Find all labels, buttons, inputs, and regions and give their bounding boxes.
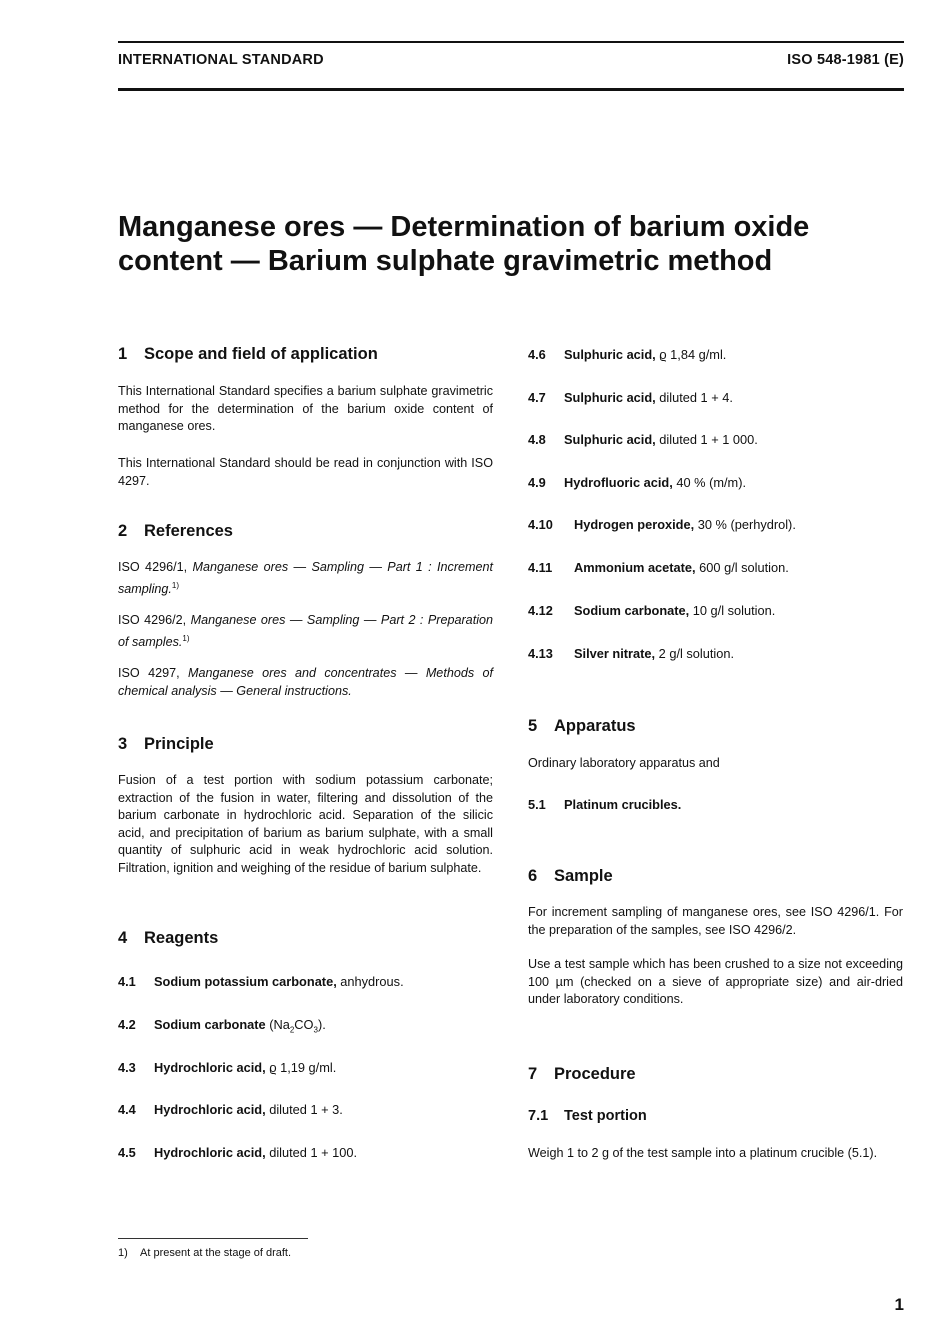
- section-7-1-heading: 7.1 Test portion: [528, 1108, 647, 1124]
- reference-item: ISO 4297, Manganese ores and concentrates — Methods of chemical analysis — General instructions.: [118, 666, 493, 698]
- reagent-item: 4.8 Sulphuric acid, diluted 1 + 1 000.: [528, 432, 758, 447]
- section-3-paragraph: Fusion of a test portion with sodium potassium carbonate; extraction of the fusion in water, filtering and dissolution of the barium carbonate in hydrochloric acid. Separation of the silicic acid, and precipitation of barium as barium sulphate, with a small quantity of sulphuric acid in weak hydrochloric acid solution. Filtration, ignition and weighing of the residue of barium sulphate.: [118, 773, 493, 875]
- reagent-item: 4.12 Sodium carbonate, 10 g/l solution.: [528, 603, 776, 618]
- reagent-item: 4.11 Ammonium acetate, 600 g/l solution.: [528, 560, 789, 575]
- reference-item: ISO 4296/2, Manganese ores — Sampling — Part 2 : Preparation of samples.$^{1)}$: [118, 613, 493, 649]
- section-6-heading: 6 Sample: [528, 867, 613, 885]
- section-1-paragraph-1: This International Standard specifies a barium sulphate gravimetric method for the determination of the barium oxide content of manganese ores.: [118, 384, 493, 434]
- section-7-1-paragraph: Weigh 1 to 2 g of the test sample into a platinum crucible (5.1).: [528, 1146, 878, 1160]
- section-2-heading: 2 References: [118, 522, 233, 540]
- section-6-paragraph-1: For increment sampling of manganese ores, see ISO 4296/1. For the preparation of the samples, see ISO 4296/2.: [528, 905, 903, 937]
- reagent-item: 4.3 Hydrochloric acid, ϱ 1,19 g/ml.: [118, 1060, 337, 1075]
- reagent-item: 4.7 Sulphuric acid, diluted 1 + 4.: [528, 390, 733, 405]
- reagent-item: 4.9 Hydrofluoric acid, 40 % (m/m).: [528, 475, 747, 490]
- reagent-item: 4.2 Sodium carbonate $(Na_2CO_3)$.: [118, 1017, 326, 1035]
- reference-item: ISO 4296/1, Manganese ores — Sampling — Part 1 : Increment sampling.$^{1)}$: [118, 560, 494, 596]
- section-7-heading: 7 Procedure: [528, 1065, 636, 1083]
- footnote-rule: [118, 1238, 308, 1239]
- footnote: 1) At present at the stage of draft.: [118, 1247, 292, 1259]
- section-4-heading: 4 Reagents: [118, 929, 219, 947]
- section-1-heading: 1 Scope and field of application: [118, 345, 378, 363]
- header-right: ISO 548-1981 (E): [787, 52, 904, 68]
- header-bottom-rule: [118, 88, 904, 91]
- reagent-item: 4.5 Hydrochloric acid, diluted 1 + 100.: [118, 1145, 358, 1160]
- title-line-1: Manganese ores — Determination of barium oxide: [118, 211, 810, 243]
- reagent-item: 4.10 Hydrogen peroxide, 30 % (perhydrol).: [528, 517, 796, 532]
- reagent-item: 4.13 Silver nitrate, 2 g/l solution.: [528, 646, 735, 661]
- reagent-item: 4.4 Hydrochloric acid, diluted 1 + 3.: [118, 1102, 343, 1117]
- document-title: [118, 210, 898, 278]
- reagent-item: 4.6 Sulphuric acid, ϱ 1,84 g/ml.: [528, 347, 727, 362]
- title-line-2: content — Barium sulphate gravimetric method: [118, 245, 773, 277]
- header-left: INTERNATIONAL STANDARD: [118, 52, 324, 68]
- section-3-heading: 3 Principle: [118, 735, 214, 753]
- apparatus-item: 5.1 Platinum crucibles.: [528, 797, 682, 812]
- section-1-paragraph-2: This International Standard should be read in conjunction with ISO 4297.: [118, 456, 493, 488]
- section-5-paragraph: Ordinary laboratory apparatus and: [528, 756, 720, 770]
- section-5-heading: 5 Apparatus: [528, 717, 636, 735]
- header-top-rule: [118, 41, 904, 43]
- section-6-paragraph-2: Use a test sample which has been crushed to a size not exceeding 100 µm (checked on a sieve of appropriate size) and air-dried under laboratory conditions.: [528, 957, 903, 1007]
- reagent-item: 4.1 Sodium potassium carbonate, anhydrous.: [118, 974, 404, 989]
- page-number: 1: [894, 1295, 904, 1314]
